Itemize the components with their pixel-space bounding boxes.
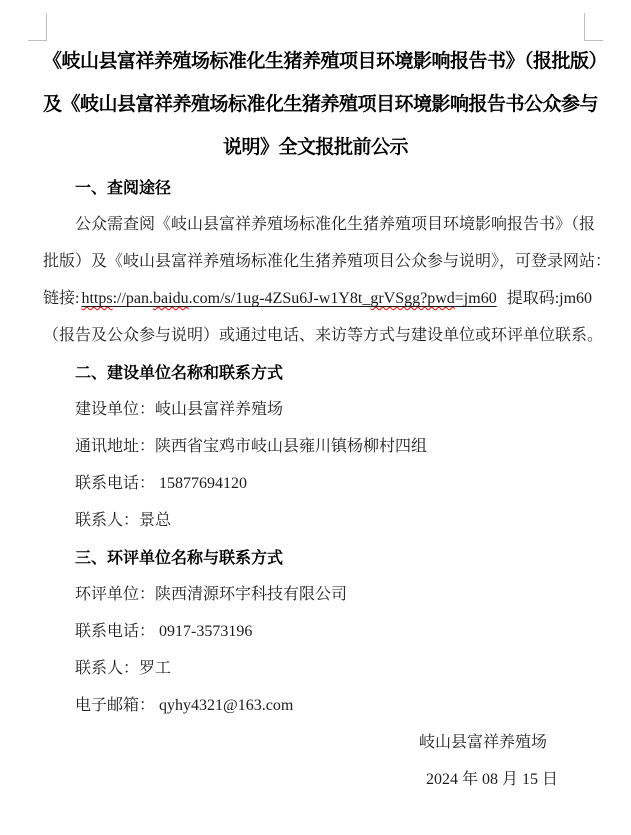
section-1-link-line bbox=[43, 280, 593, 317]
document-title bbox=[43, 40, 608, 169]
contact-label: 联系人： bbox=[75, 512, 140, 529]
contact-name: 罗工 bbox=[139, 660, 172, 677]
phone-label: 联系电话： bbox=[75, 475, 156, 492]
url-segment: ://pan. bbox=[112, 290, 154, 307]
construction-unit-row: 建设单位：岐山县富祥养殖场 bbox=[75, 401, 284, 418]
baidu-pan-hyperlink[interactable] bbox=[81, 290, 496, 307]
url-segment: =jm60 bbox=[454, 290, 497, 307]
date-line: 2024 年 08 月 15 日 bbox=[425, 771, 558, 788]
title-line-2: 及《岐山县富祥养殖场标准化生猪养殖项目环境影响报告书公众参与 bbox=[43, 93, 599, 115]
contact-label: 联系人： bbox=[75, 660, 140, 677]
url-segment: .com/s/1ug-4ZSu6J-w1Y8t_ bbox=[188, 290, 371, 307]
section-1-paragraph-line-4: （报告及公众参与说明）或通过电话、来访等方式与建设单位或环评单位联系。 bbox=[43, 327, 604, 344]
email-label: 电子邮箱： bbox=[75, 697, 156, 714]
construction-contact-row bbox=[43, 502, 588, 539]
url-segment: grVSgg?pwd bbox=[370, 290, 455, 307]
url-segment: https bbox=[81, 290, 113, 307]
eia-email-row bbox=[43, 687, 588, 724]
contact-name: 景总 bbox=[139, 512, 172, 529]
crop-mark-top-right bbox=[584, 13, 603, 41]
section-2-heading: 二、建设单位名称和联系方式 bbox=[75, 363, 284, 382]
section-1-paragraph-line-1: 公众需查阅《岐山县富祥养殖场标准化生猪养殖项目环境影响报告书》（报 bbox=[75, 216, 596, 233]
section-1-heading: 一、查阅途径 bbox=[75, 178, 172, 197]
extract-code: 提取码:jm60 bbox=[506, 290, 593, 307]
crop-mark-top-left bbox=[28, 13, 47, 41]
url-segment: baidu bbox=[153, 290, 189, 307]
mailing-address-row: 通讯地址：陕西省宝鸡市岐山县雍川镇杨柳村四组 bbox=[75, 438, 428, 455]
section-3-heading: 三、环评单位名称与联系方式 bbox=[75, 548, 284, 567]
phone-number: 0917-3573196 bbox=[159, 623, 253, 640]
signature-line: 岐山县富祥养殖场 bbox=[418, 734, 547, 751]
construction-phone-row bbox=[43, 465, 588, 502]
eia-phone-row bbox=[43, 613, 588, 650]
title-line-1: 《岐山县富祥养殖场标准化生猪养殖项目环境影响报告书》（报批版） bbox=[43, 50, 608, 72]
link-label: 链接: bbox=[43, 290, 80, 307]
email-address: qyhy4321@163.com bbox=[159, 697, 294, 714]
title-line-3: 说明》全文报批前公示 bbox=[222, 136, 408, 158]
phone-number: 15877694120 bbox=[159, 475, 248, 492]
section-1-paragraph-line-2: 批版）及《岐山县富祥养殖场标准化生猪养殖项目公众参与说明》，可登录网站： bbox=[43, 253, 612, 270]
eia-contact-row bbox=[43, 650, 588, 687]
eia-unit-row: 环评单位：陕西清源环宇科技有限公司 bbox=[75, 586, 348, 603]
phone-label: 联系电话： bbox=[75, 623, 156, 640]
